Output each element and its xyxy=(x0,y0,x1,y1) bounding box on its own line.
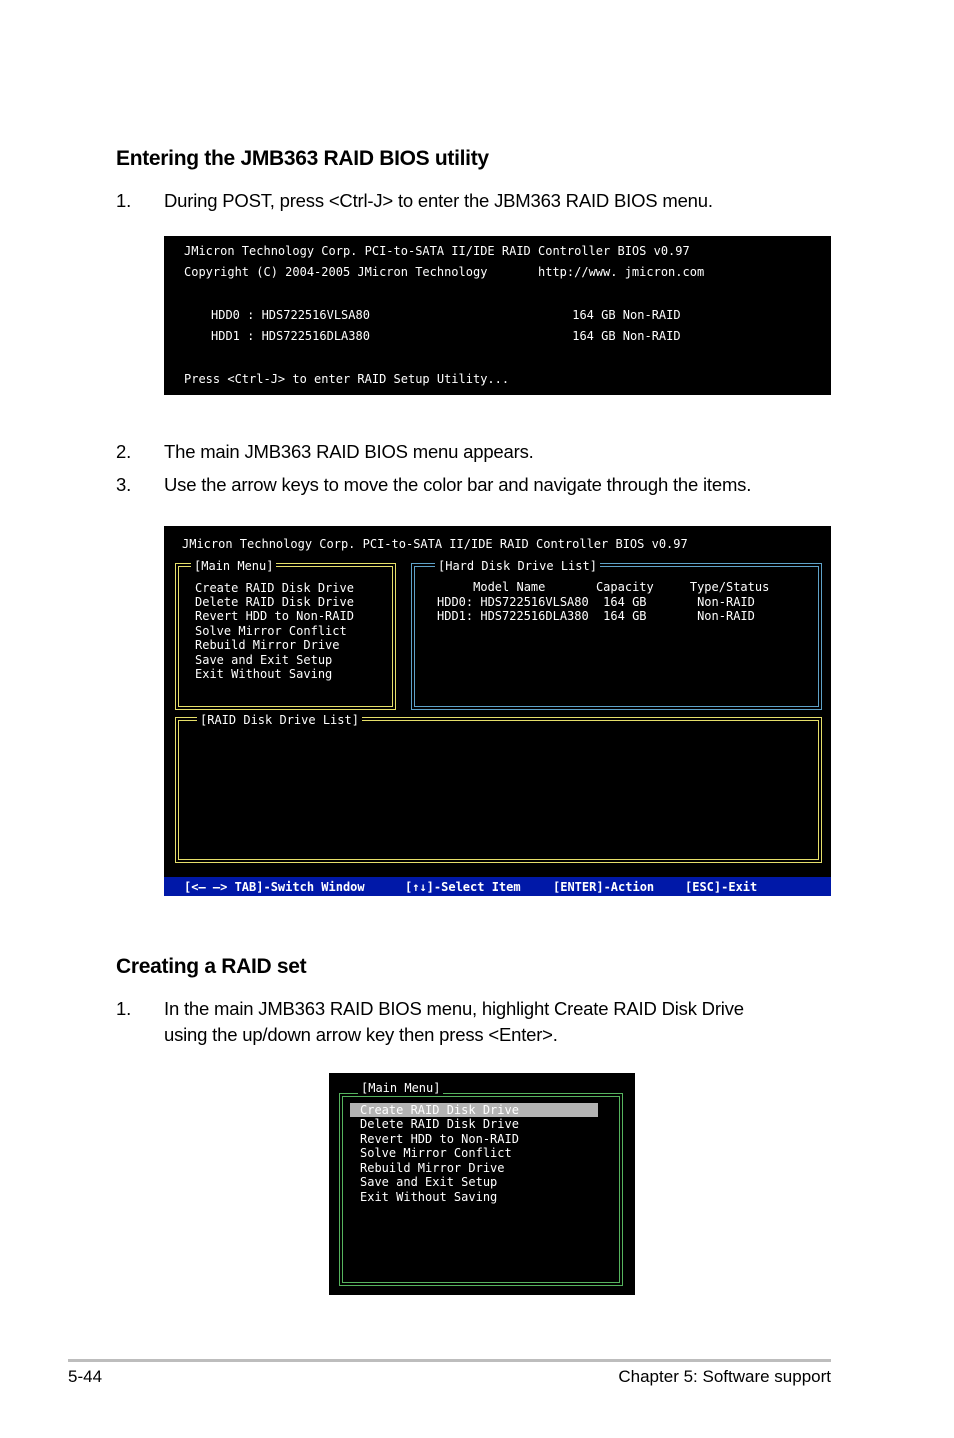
main-menu-panel xyxy=(175,559,396,710)
raid-list-label: [RAID Disk Drive List] xyxy=(197,713,362,727)
hdd1-line: HDD1 : HDS722516DLA380 164 GB Non-RAID xyxy=(211,329,681,343)
step-1-creating xyxy=(116,996,836,1048)
switch-window-hint: [<— —> TAB]-Switch Window xyxy=(184,880,365,894)
step-3 xyxy=(116,472,836,498)
key-help-bar xyxy=(164,877,831,896)
step-text: Use the arrow keys to move the color bar and navigate through the items. xyxy=(164,474,752,495)
menu-item-save-exit[interactable]: Save and Exit Setup xyxy=(195,653,333,667)
menu-item-revert-hdd[interactable]: Revert HDD to Non-RAID xyxy=(360,1132,519,1146)
raid-disk-list-panel[interactable] xyxy=(175,713,822,863)
hdd-list-header: Model Name Capacity Type/Status xyxy=(437,580,770,594)
menu-item-rebuild-mirror[interactable]: Rebuild Mirror Drive xyxy=(360,1161,505,1175)
footer-divider xyxy=(68,1359,831,1362)
hdd-list-label: [Hard Disk Drive List] xyxy=(435,559,600,573)
select-item-hint: [↑↓]-Select Item xyxy=(405,880,521,894)
hdd0-line: HDD0 : HDS722516VLSA80 164 GB Non-RAID xyxy=(211,308,681,322)
post-screen xyxy=(164,236,831,395)
bios-title-line: JMicron Technology Corp. PCI-to-SATA II/IDE RAID Controller BIOS v0.97 xyxy=(182,537,688,551)
menu-item-delete-raid[interactable]: Delete RAID Disk Drive xyxy=(360,1117,519,1131)
step-text: During POST, press <Ctrl-J> to enter the JBM363 RAID BIOS menu. xyxy=(164,190,713,211)
step-number: 2. xyxy=(116,441,132,462)
copyright-line: Copyright (C) 2004-2005 JMicron Technology http://www. jmicron.com xyxy=(184,265,705,279)
menu-item-rebuild-mirror[interactable]: Rebuild Mirror Drive xyxy=(195,638,340,652)
menu-item-exit-no-save[interactable]: Exit Without Saving xyxy=(360,1190,498,1204)
menu-item-create-raid[interactable]: Create RAID Disk Drive xyxy=(360,1103,519,1117)
step-text: The main JMB363 RAID BIOS menu appears. xyxy=(164,441,534,462)
menu-item-delete-raid[interactable]: Delete RAID Disk Drive xyxy=(195,595,354,609)
section-heading-creating: Creating a RAID set xyxy=(116,955,307,978)
main-menu-label: [Main Menu] xyxy=(358,1081,443,1095)
raid-bios-main-screen xyxy=(164,526,831,896)
step-1-entering xyxy=(116,188,836,214)
step-text-line2: using the up/down arrow key then press <Enter>. xyxy=(164,1024,558,1045)
chapter-title: Chapter 5: Software support xyxy=(618,1367,831,1386)
menu-item-revert-hdd[interactable]: Revert HDD to Non-RAID xyxy=(195,609,354,623)
esc-exit-hint: [ESC]-Exit xyxy=(685,880,758,894)
ctrl-j-prompt: Press <Ctrl-J> to enter RAID Setup Utility... xyxy=(184,372,510,386)
menu-item-save-exit[interactable]: Save and Exit Setup xyxy=(360,1175,498,1189)
menu-item-create-raid[interactable]: Create RAID Disk Drive xyxy=(195,581,354,595)
step-2 xyxy=(116,439,836,465)
hdd-row[interactable]: HDD1: HDS722516DLA380 164 GB Non-RAID xyxy=(437,609,755,623)
bios-title-line: JMicron Technology Corp. PCI-to-SATA II/IDE RAID Controller BIOS v0.97 xyxy=(184,244,690,258)
hard-disk-list-panel[interactable] xyxy=(411,559,822,710)
main-menu-label: [Main Menu] xyxy=(191,559,276,573)
main-menu-highlight-screen xyxy=(329,1073,635,1295)
step-text-line1: In the main JMB363 RAID BIOS menu, highlight Create RAID Disk Drive xyxy=(164,998,744,1019)
menu-item-exit-no-save[interactable]: Exit Without Saving xyxy=(195,667,333,681)
menu-item-solve-mirror[interactable]: Solve Mirror Conflict xyxy=(360,1146,512,1160)
step-number: 1. xyxy=(116,998,132,1019)
hdd-row[interactable]: HDD0: HDS722516VLSA80 164 GB Non-RAID xyxy=(437,595,755,609)
enter-action-hint: [ENTER]-Action xyxy=(553,880,655,894)
section-heading-entering: Entering the JMB363 RAID BIOS utility xyxy=(116,147,489,170)
step-number: 3. xyxy=(116,474,132,495)
page-number: 5-44 xyxy=(68,1367,103,1386)
step-number: 1. xyxy=(116,190,132,211)
menu-item-solve-mirror[interactable]: Solve Mirror Conflict xyxy=(195,624,347,638)
